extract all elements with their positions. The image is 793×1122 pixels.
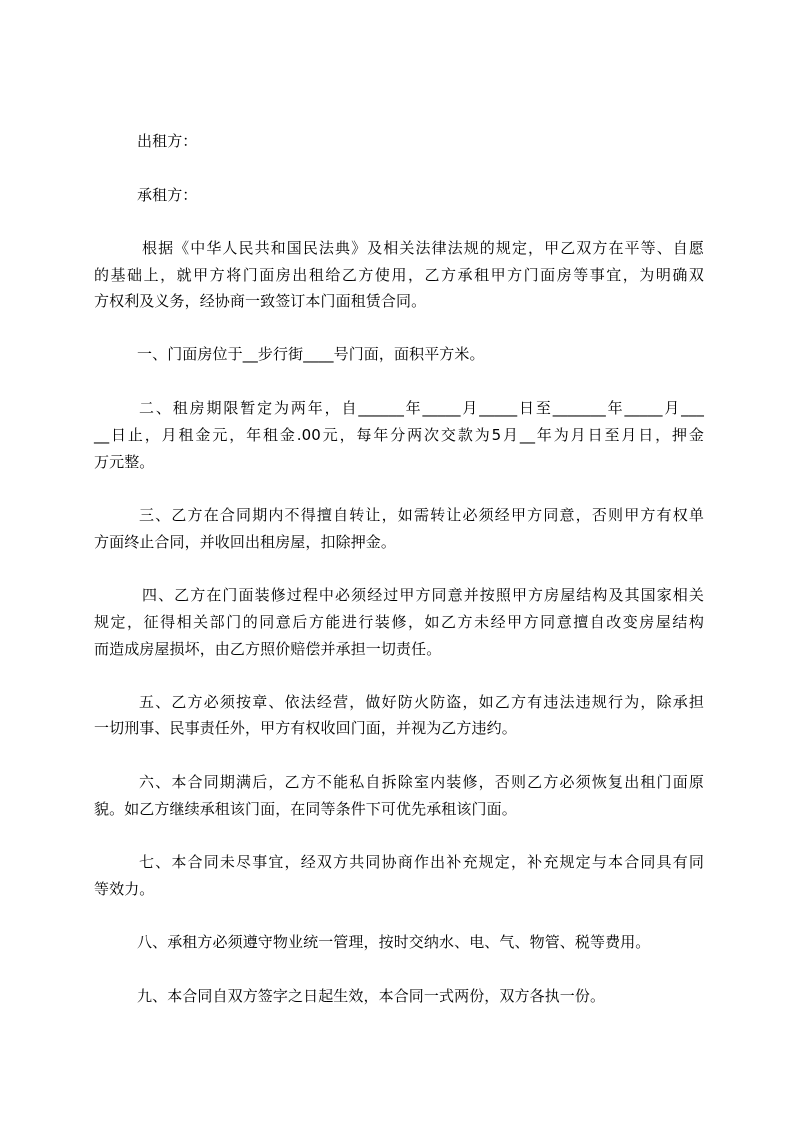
preamble-line-2: 的基础上，就甲方将门面房出租给乙方使用，乙方承租甲方门面房等事宜，为明确双 [94, 266, 704, 284]
clause-1-line-1: 一、门面房位于__步行街____号门面，面积平方米。 [137, 345, 485, 363]
clause-5-line-2: 一切刑事、民事责任外，甲方有权收回门面，并视为乙方违约。 [94, 719, 517, 737]
clause-9-line-1: 九、本合同自双方签字之日起生效，本合同一式两份，双方各执一份。 [137, 987, 606, 1005]
lessor-label: 出租方： [137, 132, 198, 150]
clause-2-line-3: 万元整。 [94, 453, 155, 471]
clause-3-line-2: 方面终止合同，并收回出租房屋，扣除押金。 [94, 533, 397, 551]
clause-4-line-3: 而造成房屋损坏，由乙方照价赔偿并承担一切责任。 [94, 640, 442, 658]
clause-2-line-1: 二、租房期限暂定为两年，自______年_____月_____日至_______年_____月___ [139, 399, 704, 417]
clause-6-line-1: 六、本合同期满后，乙方不能私自拆除室内装修，否则乙方必须恢复出租门面原 [139, 773, 704, 791]
clause-2-line-2: __日止，月租金元，年租金.00元，每年分两次交款为5月__年为月日至月日，押金 [94, 426, 704, 444]
preamble-line-3: 方权利及义务，经协商一致签订本门面租赁合同。 [94, 292, 427, 310]
clause-8-line-1: 八、承租方必须遵守物业统一管理，按时交纳水、电、气、物管、税等费用。 [137, 933, 651, 951]
clause-4-line-2: 规定，征得相关部门的同意后方能进行装修，如乙方未经甲方同意擅自改变房屋结构 [94, 613, 704, 631]
lessee-label: 承租方： [137, 186, 198, 204]
clause-7-line-1: 七、本合同未尽事宜，经双方共同协商作出补充规定，补充规定与本合同具有同 [139, 853, 704, 871]
preamble-line-1: 根据《中华人民共和国民法典》及相关法律法规的规定，甲乙双方在平等、自愿 [142, 239, 704, 257]
clause-5-line-1: 五、乙方必须按章、依法经营，做好防火防盗，如乙方有违法违规行为，除承担 [139, 693, 704, 711]
clause-3-line-1: 三、乙方在合同期内不得擅自转让，如需转让必须经甲方同意，否则甲方有权单 [139, 506, 704, 524]
clause-6-line-2: 貌。如乙方继续承租该门面，在同等条件下可优先承租该门面。 [94, 800, 517, 818]
clause-7-line-2: 等效力。 [94, 880, 155, 898]
clause-4-line-1: 四、乙方在门面装修过程中必须经过甲方同意并按照甲方房屋结构及其国家相关 [142, 586, 704, 604]
